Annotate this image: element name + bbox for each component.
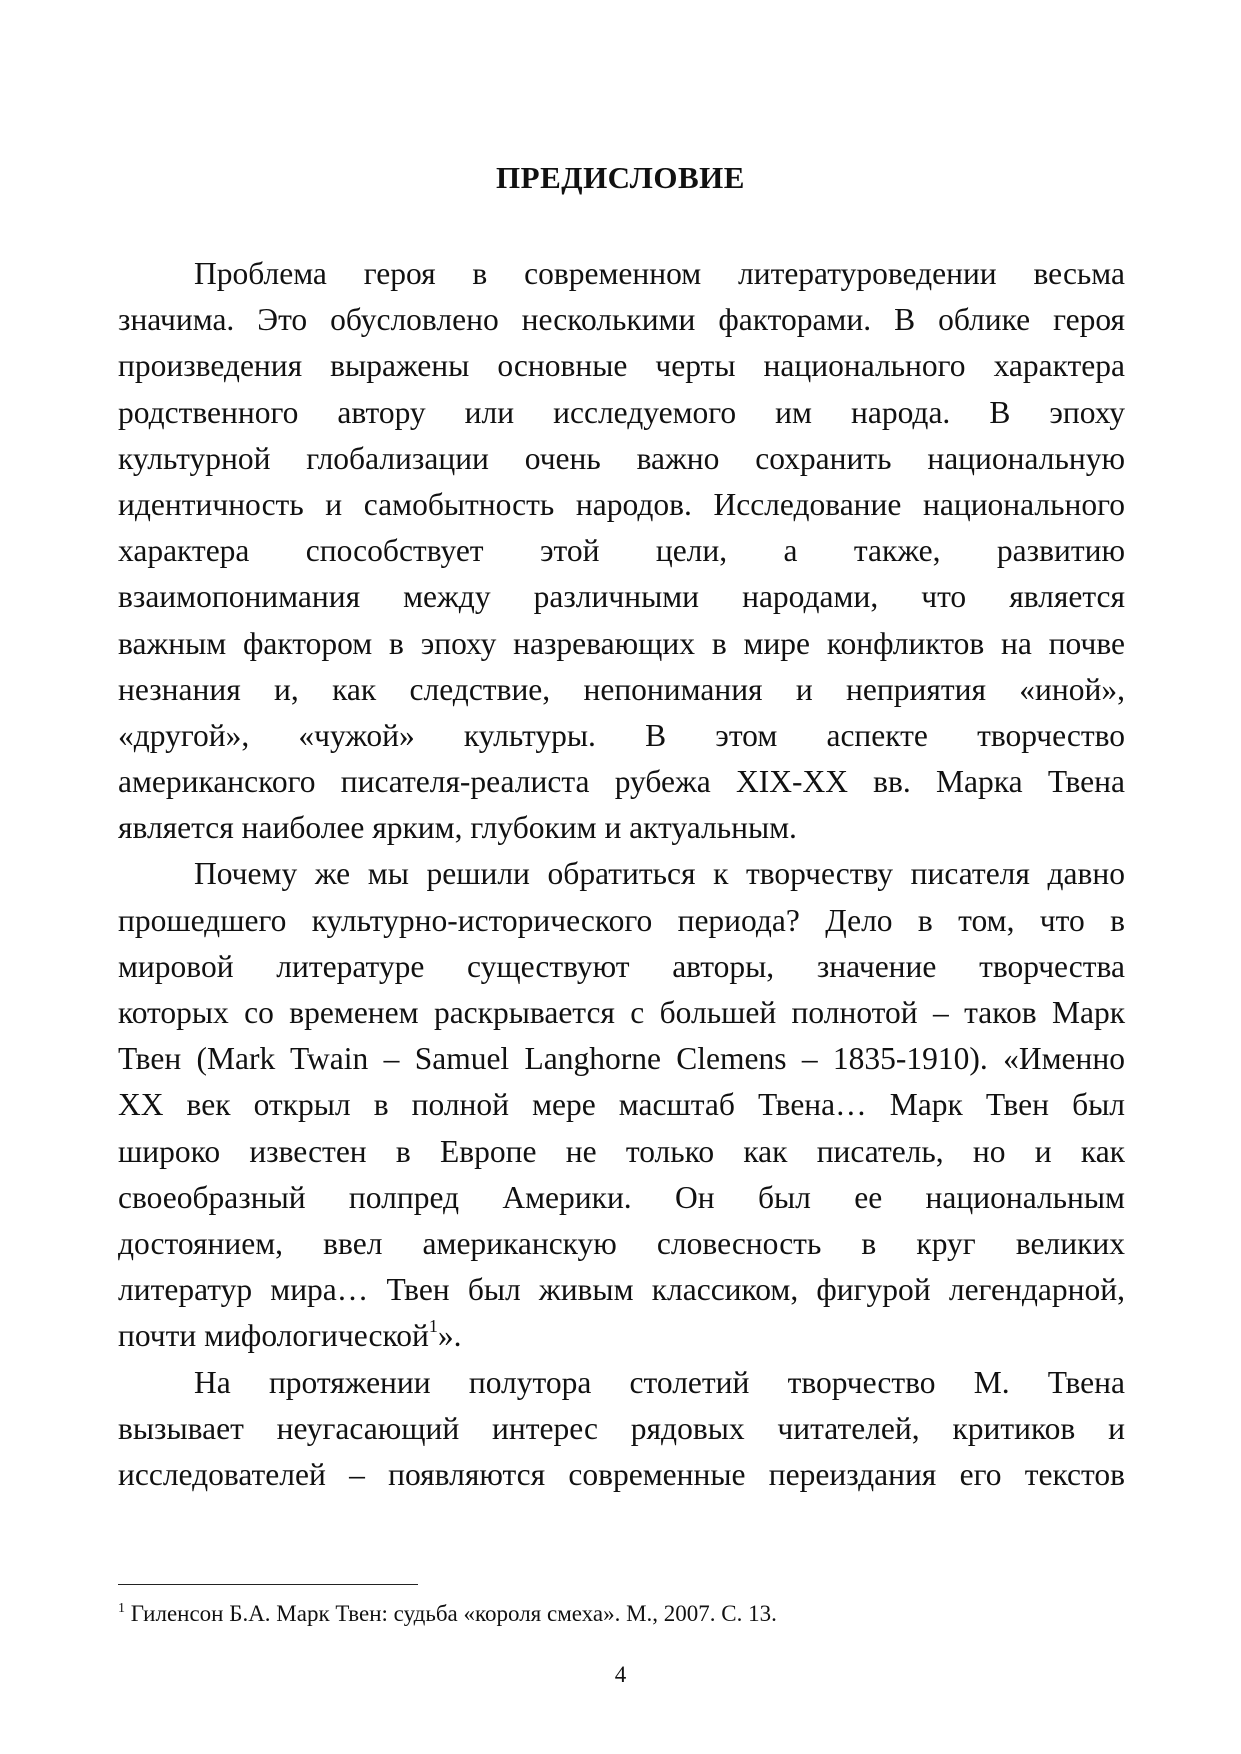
paragraph-2-line: Твен (Mark Twain – Samuel Langhorne Clemens – 1835-1910). «Именно — [118, 1041, 1125, 1077]
paragraph-1-line: характера способствует этой цели, а также, развитию — [118, 533, 1125, 569]
paragraph-1-line: «другой», «чужой» культуры. В этом аспекте творчество — [118, 717, 1125, 753]
paragraph-2-line: своеобразный полпред Америки. Он был ее национальным — [118, 1179, 1125, 1215]
paragraph-2-line: мировой литературе существуют авторы, значение творчества — [118, 948, 1125, 984]
paragraph-1-line: американского писателя-реалиста рубежа XIX-XX вв. Марка Твена — [118, 764, 1125, 800]
paragraph-2-line: литератур мира… Твен был живым классиком, фигурой легендарной, — [118, 1272, 1125, 1308]
paragraph-2-last-line-text: почти мифологической — [118, 1318, 429, 1354]
paragraph-2-line: XX век открыл в полной мере масштаб Твена… Марк Твен был — [118, 1087, 1125, 1123]
paragraph-3-line: исследователей – появляются современные переиздания его текстов — [118, 1456, 1125, 1492]
paragraph-2-line: прошедшего культурно-исторического периода? Дело в том, что в — [118, 902, 1125, 938]
paragraph-2-closing-quote: ». — [437, 1318, 462, 1354]
paragraph-2-line: широко известен в Европе не только как писатель, но и как — [118, 1133, 1125, 1169]
footnote-number: 1 — [118, 1601, 125, 1616]
body-text — [118, 251, 1125, 1498]
footnote — [118, 1600, 777, 1628]
paragraph-2-line: Почему же мы решили обратиться к творчеству писателя давно — [194, 856, 1125, 892]
paragraph-1-line: Проблема героя в современном литературоведении весьма — [194, 256, 1125, 291]
paragraph-1-line: незнания и, как следствие, непонимания и неприятия «иной», — [118, 671, 1125, 707]
paragraph-2-line: достоянием, ввел американскую словесность в круг великих — [118, 1225, 1125, 1261]
paragraph-1-line: важным фактором в эпоху назревающих в мире конфликтов на почве — [118, 625, 1125, 661]
paragraph-2-last-line — [118, 1313, 1125, 1359]
paragraph-1-line: родственного автору или исследуемого им народа. В эпоху — [118, 394, 1125, 430]
page-number: 4 — [614, 1662, 627, 1687]
paragraph-1-line: идентичность и самобытность народов. Исследование национального — [118, 486, 1125, 522]
paragraph-2-line: которых со временем раскрывается с большей полнотой – таков Марк — [118, 995, 1125, 1030]
paragraph-3-line: На протяжении полутора столетий творчество М. Твена — [194, 1364, 1125, 1400]
paragraph-1-line: значима. Это обусловлено несколькими факторами. В облике героя — [118, 302, 1125, 338]
paragraph-1-line: взаимопонимания между различными народами, что является — [118, 579, 1125, 615]
paragraph-3-line: вызывает неугасающий интерес рядовых читателей, критиков и — [118, 1410, 1125, 1446]
footnote-text: Гиленсон Б.А. Марк Твен: судьба «короля смеха». М., 2007. С. 13. — [130, 1601, 777, 1626]
page-title: ПРЕДИСЛОВИЕ — [496, 160, 745, 195]
footnote-reference[interactable]: 1 — [428, 1316, 438, 1337]
paragraph-1-line: культурной глобализации очень важно сохранить национальную — [118, 440, 1125, 476]
paragraph-1-line: является наиболее ярким, глубоким и актуальным. — [118, 810, 797, 846]
paragraph-1-line: произведения выражены основные черты национального характера — [118, 348, 1125, 384]
footnote-divider — [118, 1584, 418, 1585]
